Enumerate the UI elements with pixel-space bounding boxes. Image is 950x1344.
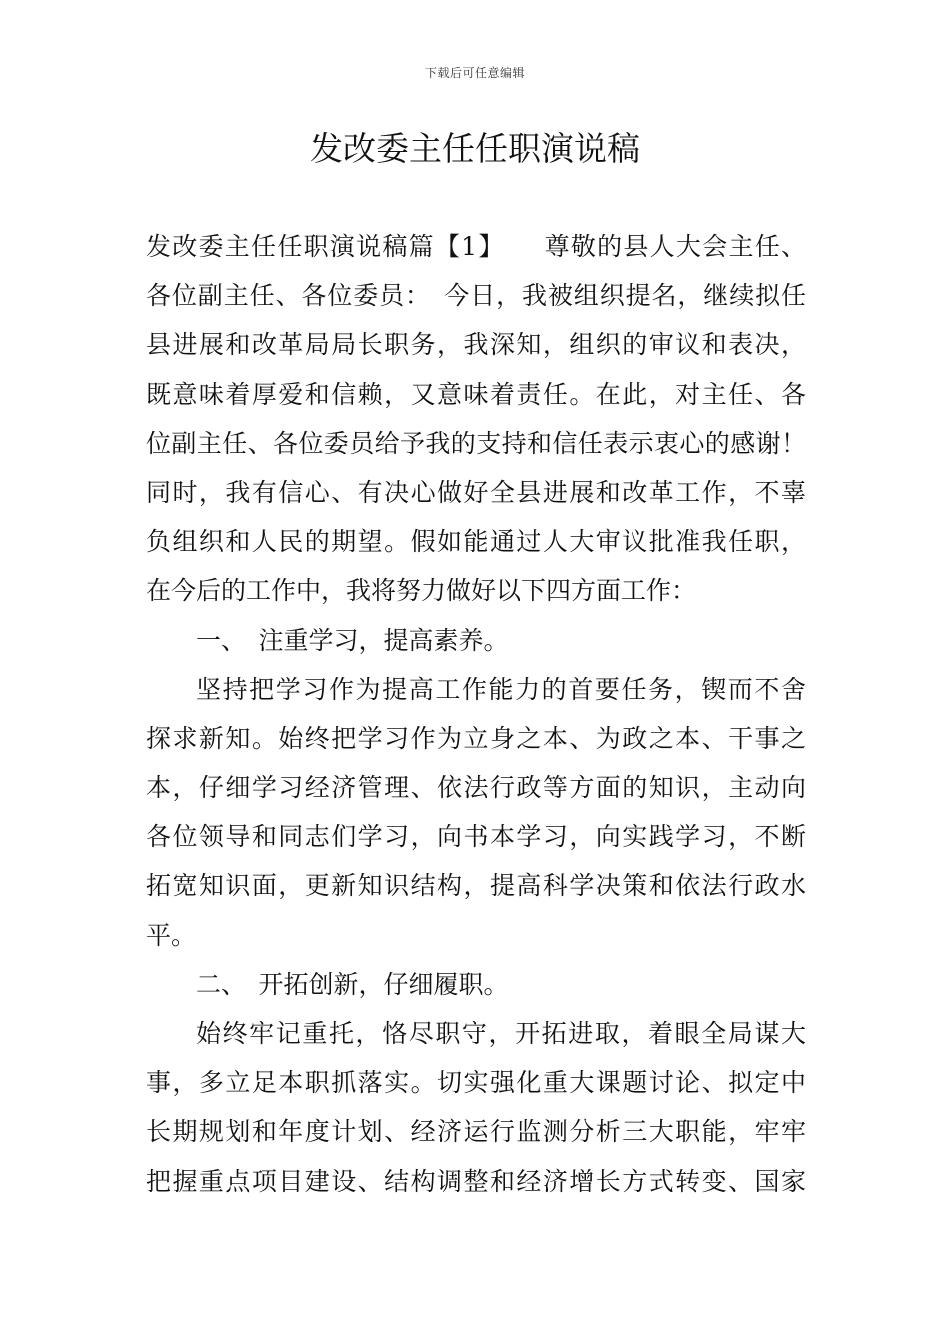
body-line: 平。 [146,920,197,950]
body-line: 事，多立足本职抓落实。切实强化重大课题讨论、拟定中 [146,1068,806,1098]
body-line: 拓宽知识面，更新知识结构，提高科学决策和依法行政水 [146,871,806,901]
body-line: 把握重点项目建设、结构调整和经济增长方式转变、国家 [146,1166,806,1196]
body-line: 长期规划和年度计划、经济运行监测分析三大职能，牢牢 [146,1117,806,1147]
header-note: 下载后可任意编辑 [424,66,525,80]
body-line: 探求新知。始终把学习作为立身之本、为政之本、干事之 [146,723,806,753]
body-line: 本，仔细学习经济管理、依法行政等方面的知识，主动向 [146,773,806,803]
body-line: 既意味着厚爱和信赖，又意味着责任。在此，对主任、各 [146,379,806,409]
body-line: 在今后的工作中，我将努力做好以下四方面工作： [146,576,697,606]
body-line: 二、 开拓创新，仔细履职。 [196,969,509,999]
body-line: 县进展和改革局局长职务，我深知，组织的审议和表决， [146,330,806,360]
document-title: 发改委主任任职演说稿 [310,129,640,168]
body-line: 负组织和人民的期望。假如能通过人大审议批准我任职， [146,527,806,557]
body-line: 各位领导和同志们学习，向书本学习，向实践学习，不断 [146,822,806,852]
body-line: 发改委主任任职演说稿篇【1】 尊敬的县人大会主任、 [146,232,806,261]
body-line: 一、 注重学习，提高素养。 [196,625,509,655]
body-line: 始终牢记重托，恪尽职守，开拓进取，着眼全局谋大 [196,1019,806,1048]
body-line: 坚持把学习作为提高工作能力的首要任务，锲而不舍 [196,674,806,704]
body-line: 同时，我有信心、有决心做好全县进展和改革工作，不辜 [146,477,806,507]
body-line: 各位副主任、各位委员： 今日，我被组织提名，继续拟任 [146,281,806,311]
document-body [146,222,806,1206]
body-line: 位副主任、各位委员给予我的支持和信任表示衷心的感谢！ [146,428,806,458]
